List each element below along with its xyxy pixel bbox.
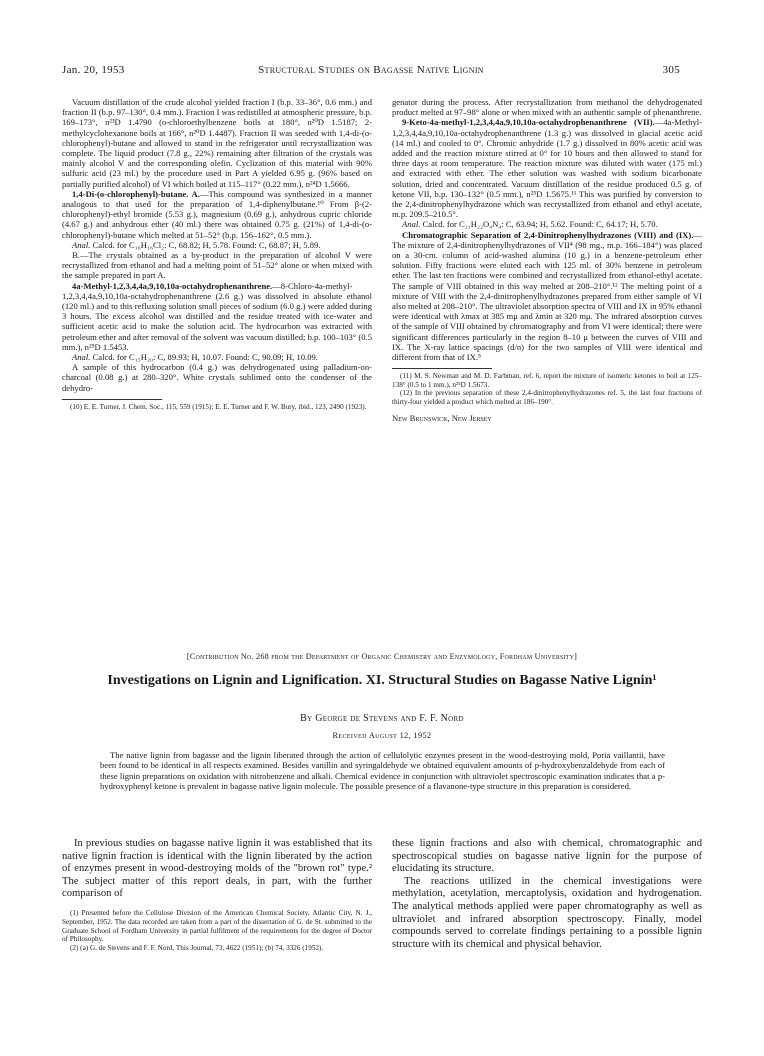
paragraph: Anal. Calcd. for C₁₅H₂₀: C, 89.93; H, 10.07. Found: C, 90.09; H, 10.09. [72,352,318,363]
footnote: (1) Presented before the Cellulose Division of the American Chemical Society, Atlantic City, N. J., September, 1952. The data recorded are taken from a part of the dissertation of G. de St. submitted to the Graduate School of Fordham University in partial fulfilment of the requirements for the degree of Doctor of Philosophy. [62,908,372,944]
article-authors: By George de Stevens and F. F. Nord [300,713,464,724]
analysis-label: Anal. [72,239,91,250]
left-column [62,97,372,411]
footnote: (11) M. S. Newman and M. D. Farbman, ref. 6, report the mixture of isomeric ketones to boil at 125–138° (0.5 to 1 mm.), n²⁵D 1.5673. (12) In the previous separation of these 2,4-dinitrophenylhydrazones ref. 5, the last four fractions of thirty-four yielded a product which melted at 186–190°. [392,372,702,407]
section-heading: 4a-Methyl-1,2,3,4,4a,9,10,10a-octahydrophenanthrene. [72,280,273,291]
section-heading: 9-Keto-4a-methyl-1,2,3,4,4a,9,10,10a-octahydrophenanthrene (VII). [402,117,655,128]
paragraph: Vacuum distillation of the crude alcohol yielded fraction I (b.p. 33–36°, 0.6 mm.) and fraction II (b.p. 97–130°, 0.4 mm.). Fraction I was redistilled at atmospheric pressure, b.p. 169–173°, n²³D 1.4790 (o-chloroethylbenzene boils at 180°, n²⁰D 1.5187; 2-methylcyclohexanone boils at 166°, n²⁰D 1.4487). Fraction II was seeded with 1,4-di-(o-chlorophenyl)-butane and allowed to stand in the refrigerator until recrystallization was complete. The liquid product (7.8 g., 22%) remaining after filtration of the crystals was mainly alcohol V and the corresponding olefin. Cyclization of this material with 90% sulfuric acid (23 ml.) by the procedure used in Part A yielded 6.95 g. (96% based on partially purified alcohol) of VI which boiled at 115–117° (0.22 mm.), n²⁴D 1.5666. [62,97,372,189]
section-heading: 1,4-Di-(o-chlorophenyl)-butane. A. [72,188,200,199]
paragraph: The reactions utilized in the chemical investigations were methylation, acetylation, mercaptolysis, oxidation and hydrogenation. The analytical methods applied were paper chromatography as well as ultraviolet and infrared absorption spectroscopy. Finally, model compounds served to correlate findings pertaining to a possible lignin structure with its chemical and physical behavior. [392,875,702,950]
article-title: Investigations on Lignin and Lignification. XI. Structural Studies on Bagasse Native Lignin¹ [107,673,657,688]
paragraph: 4a-Methyl-1,2,3,4,4a,9,10,10a-octahydrophenanthrene.—8-Chloro-4a-methyl-1,2,3,4,4a,9,10,10a-octahydrophenanthrene (2.6 g.) was dissolved in absolute ethanol (120 ml.) and to this refluxing solution small pieces of sodium (6.0 g.) were added during 3 hours. The excess alcohol was distilled and the residue treated with ice-water and sufficient acetic acid to make the solution acid. The hydrocarbon was extracted with petroleum ether and after removal of the solvent was vacuum distilled; b.p. 100–103° (0.5 mm.), n²⁵D 1.5453. [62,280,372,352]
abstract: The native lignin from bagasse and the lignin liberated through the action of cellulolytic enzymes present in the wood-destroying mold, Poria vaillantii, have been found to be identical in all respects examined. Besides vanillin and syringaldehyde we obtained equivalent amounts of p-hydroxybenzaldehyde from each of these lignin preparations on oxidation with nitrobenzene and alkali. Chemical evidence in conjunction with ultraviolet spectroscopic examination indicates that a p-hydroxyphenyl ketone is prevalent in bagasse native lignin molecule. The possible presence of a flavanone-type structure in this preparation is considered. [100,750,665,791]
header-running-title: Structural Studies on Bagasse Native Lignin [258,64,484,76]
right-column [392,97,702,423]
paragraph: these lignin fractions and also with chemical, chromatographic and spectroscopical studies on bagasse native lignin for the purpose of elucidating its structure. [392,838,702,875]
analysis-label: Anal. [72,352,91,363]
paragraph: Anal. Calcd. for C₁₆H₁₆Cl₂: C, 68.82; H, 5.78. Found: C, 68.87; H, 5.89. [72,239,321,250]
location-signature: New Brunswick, New Jersey [392,412,492,423]
footnote: (10) E. E. Turner, J. Chem. Soc., 115, 559 (1915); E. E. Turner and F. W. Bury, ibid., 123, 2490 (1923). [70,402,367,411]
intro-left-column [62,838,372,953]
footnote-rule [62,399,162,400]
paragraph: A sample of this hydrocarbon (0.4 g.) was dehydrogenated using palladium-on-charcoal (0.08 g.) at 280–320°. White crystals sublimed onto the condenser of the dehydro- [62,362,372,393]
contribution-line: [Contribution No. 268 from the Department of Organic Chemistry and Enzymology, Fordham University] [186,652,578,661]
paragraph: Chromatographic Separation of 2,4-Dinitrophenylhydrazones (VIII) and (IX).—The mixture of 2,4-dinitrophenylhydrazones of VII⁴ (98 mg., m.p. 166–184°) was placed on a 30-cm. column of acid-washed alumina (10 g.) in a benzene-petroleum ether solution. Fifty fractions were eluted each with 125 ml. of 30% benzene in petroleum ether. The last ten fractions were combined and recrystallized from ethanol-ethyl acetate. The sample of VIII obtained in this way melted at 208–210°.¹² The melting point of a mixture of VIII with the 2,4-dinitrophenylhydrazones prepared from either sample of VI also melted at 208–210°. The ultraviolet absorption spectra of VIII and IX in 95% ethanol were identical with λmax at 385 mμ and λmin at 320 mμ. The infrared absorption curves of the sample of VIII obtained by chromatography and from VI were identical; there were significant differences particularly in the region 8–10 μ between the curves of VIII and IX. The X-ray lattice spacings (d/n) for the two samples of VIII were identical and different from that of IX.⁵ [392,229,702,363]
paragraph: 9-Keto-4a-methyl-1,2,3,4,4a,9,10,10a-octahydrophenanthrene (VII).—4a-Methyl-1,2,3,4,4a,9,10,10a-octahydrophenanthrene (1.3 g.) was dissolved in glacial acetic acid (14 ml.) and cooled to 0°. Chromic anhydride (1.7 g.) dissolved in 80% acetic acid was added and the reaction mixture stirred at 0° for 10 hours and then allowed to stand for three days at room temperature. The reaction mixture was diluted with water (175 ml.) and extracted with ether. The ether solution was washed with sodium bicarbonate solution, dried and concentrated. Vacuum distillation of the residue produced 0.5 g. of ketone VII, b.p. 130–132° (0.5 mm.), n²⁵D 1.5675.¹¹ This was purified by conversion to the 2,4-dinitrophenylhydrazone which was recrystallized from ethanol and ethyl acetate, m.p. 209.5–210.5°. [392,117,702,220]
section-heading: Chromatographic Separation of 2,4-Dinitrophenylhydrazones (VIII) and (IX). [402,229,694,240]
header-page-number: 305 [662,64,680,76]
intro-right-column [392,838,702,951]
header-date: Jan. 20, 1953 [62,64,125,76]
paragraph: genator during the process. After recrystallization from methanol the dehydrogenated product melted at 97–98° alone or when mixed with an authentic sample of phenanthrene. [392,97,702,118]
paragraph: Anal. Calcd. for C₂₁H₂₂O₄N₄: C, 63.94; H, 5.62. Found: C, 64.17; H, 5.70. [402,219,658,230]
paragraph: B.—The crystals obtained as a by-product in the preparation of alcohol V were recrystallized from ethanol and had a melting point of 51–52° alone or when mixed with the sample prepared in part A. [62,250,372,281]
analysis-label: Anal. [402,219,421,230]
footnotes [62,909,372,953]
paragraph: In previous studies on bagasse native lignin it was established that its native lignin fraction is identical with the lignin liberated by the action of enzymes present in wood-destroying molds of the "brown rot" type.² The subject matter of this report deals, in part, with the further comparison of [62,838,372,900]
footnote: (2) (a) G. de Stevens and F. F. Nord, This Journal, 73, 4622 (1951); (b) 74, 3326 (1952). [70,944,324,953]
received-date: Received August 12, 1952 [332,731,432,740]
paragraph: 1,4-Di-(o-chlorophenyl)-butane. A.—This compound was synthesized in a manner analogous to that used for the preparation of 1,4-diphenylbutane.¹⁰ From β-(2-chlorophenyl)-ethyl bromide (5.53 g.), magnesium (0.69 g.), anhydrous cupric chloride (4.67 g.) and anhydrous ether (40 ml.) there was obtained 0.75 g. (21%) of 1,4-di-(o-chlorophenyl)-butane which melted at 51–52° (b.p. 156–162°, 0.5 mm.). [62,188,372,240]
footnote-rule [392,368,492,369]
